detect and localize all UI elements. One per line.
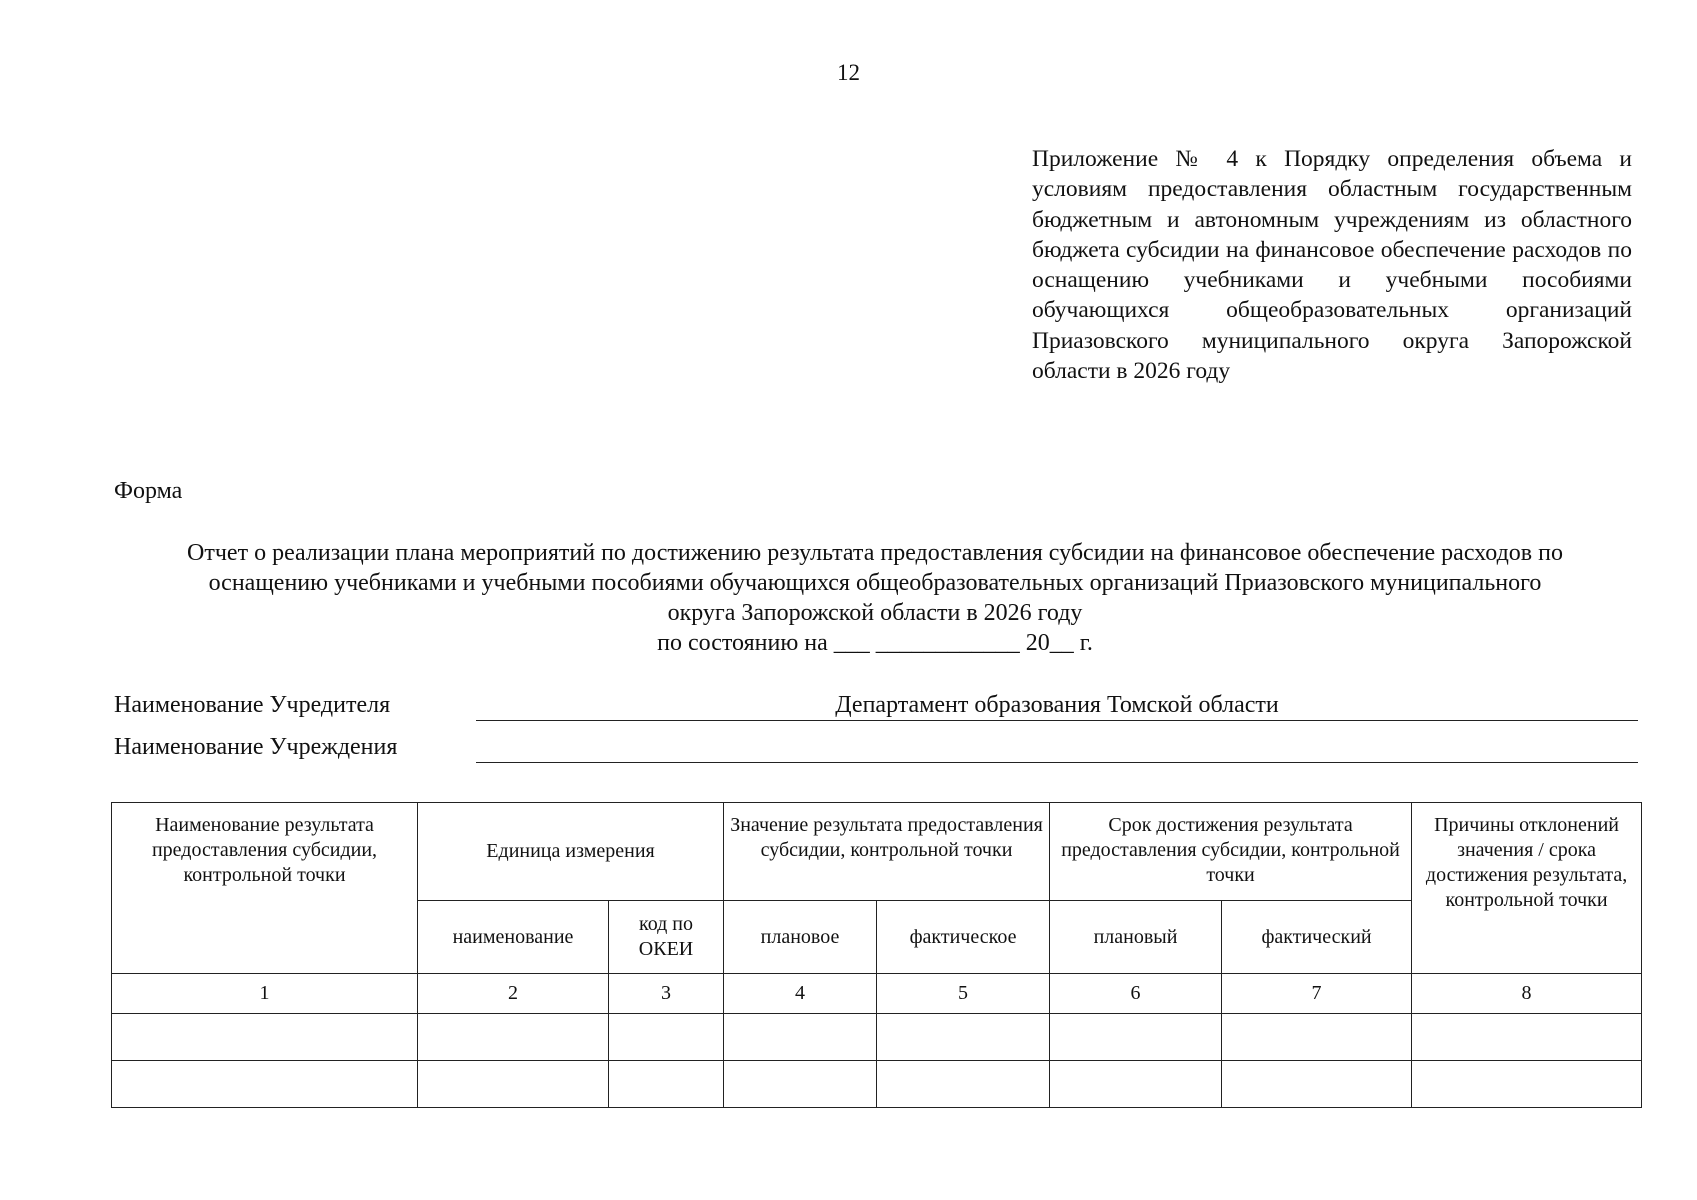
founder-field[interactable]: Департамент образования Томской области — [476, 690, 1638, 721]
column-number: 3 — [609, 974, 724, 1014]
table-cell[interactable] — [1050, 1061, 1222, 1108]
header-unit-name: наименование — [418, 901, 609, 974]
page-number: 12 — [837, 60, 860, 85]
institution-row — [114, 732, 1638, 766]
column-number: 7 — [1222, 974, 1412, 1014]
column-number: 2 — [418, 974, 609, 1014]
header-unit: Единица измерения — [418, 803, 724, 901]
table-cell[interactable] — [877, 1014, 1050, 1061]
table-cell[interactable] — [877, 1061, 1050, 1108]
column-number: 5 — [877, 974, 1050, 1014]
header-deviation-reasons: Причины отклонений значения / срока достижения результата, контрольной точки — [1412, 803, 1642, 974]
founder-row — [114, 690, 1638, 724]
report-title-line-3: округа Запорожской области в 2026 году — [667, 600, 1083, 626]
table-cell[interactable] — [418, 1061, 609, 1108]
form-label: Форма — [114, 478, 183, 504]
table-cell[interactable] — [418, 1014, 609, 1061]
column-number: 6 — [1050, 974, 1222, 1014]
header-term: Срок достижения результата предоставления субсидии, контрольной точки — [1050, 803, 1412, 901]
table-cell[interactable] — [724, 1014, 877, 1061]
header-result-name: Наименование результата предоставления субсидии, контрольной точки — [112, 803, 418, 974]
report-title-line-2: оснащению учебниками и учебными пособиями обучающихся общеобразовательных организаций Приазовского муниципального — [208, 570, 1542, 596]
table-cell[interactable] — [724, 1061, 877, 1108]
appendix-text: Приложение № 4 к Порядку определения объема и условиям предоставления областным государственным бюджетным и автономным учреждениям из областного бюджета субсидии на финансовое обеспечение расходов по оснащению учебниками и учебными пособиями обучающихся общеобразовательных организаций Приазовского муниципального округа Запорожской области в 2026 году — [1032, 146, 1632, 385]
column-number: 4 — [724, 974, 877, 1014]
table-row — [112, 1014, 1642, 1061]
column-number: 1 — [112, 974, 418, 1014]
table-cell[interactable] — [1222, 1061, 1412, 1108]
founder-label: Наименование Учредителя — [114, 692, 391, 718]
institution-label: Наименование Учреждения — [114, 734, 398, 760]
header-value: Значение результата предоставления субсидии, контрольной точки — [724, 803, 1050, 901]
table-cell[interactable] — [1412, 1061, 1642, 1108]
report-title-line-4: по состоянию на ___ ____________ 20__ г. — [657, 630, 1093, 656]
table-cell[interactable] — [609, 1014, 724, 1061]
table-cell[interactable] — [1050, 1014, 1222, 1061]
table-cell[interactable] — [1222, 1014, 1412, 1061]
header-value-plan: плановое — [724, 901, 877, 974]
table-cell[interactable] — [112, 1061, 418, 1108]
header-unit-code: код по ОКЕИ — [609, 901, 724, 974]
header-value-fact: фактическое — [877, 901, 1050, 974]
column-number: 8 — [1412, 974, 1642, 1014]
report-table — [111, 802, 1642, 1108]
table-row — [112, 1061, 1642, 1108]
column-number-row — [112, 974, 1642, 1014]
header-row-1 — [112, 803, 1642, 901]
header-term-fact: фактический — [1222, 901, 1412, 974]
report-title — [110, 538, 1640, 658]
report-title-line-1: Отчет о реализации плана мероприятий по достижению результата предоставления субсидии на финансовое обеспечение расходов по — [187, 540, 1563, 566]
institution-field[interactable] — [476, 732, 1638, 763]
table-cell[interactable] — [1412, 1014, 1642, 1061]
table-cell[interactable] — [609, 1061, 724, 1108]
table-cell[interactable] — [112, 1014, 418, 1061]
header-term-plan: плановый — [1050, 901, 1222, 974]
